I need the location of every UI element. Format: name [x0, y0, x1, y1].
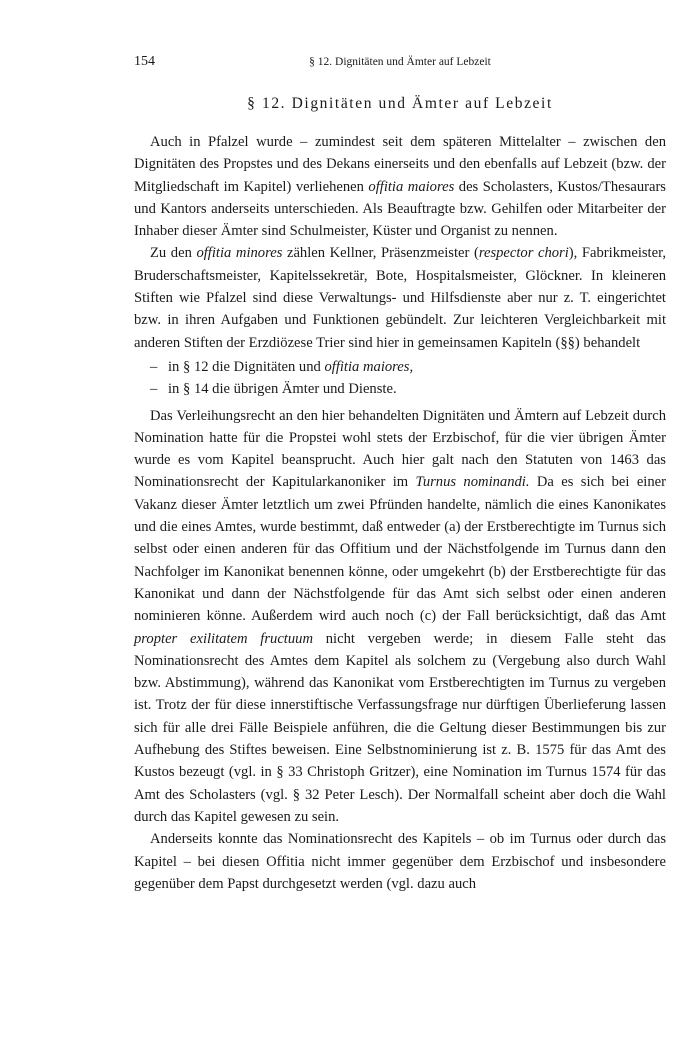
latin-term: propter exilitatem fructuum — [134, 630, 313, 647]
page-number: 154 — [134, 54, 155, 69]
dash-marker: – — [150, 381, 158, 398]
dash-marker: – — [150, 358, 158, 375]
list-item — [134, 356, 666, 378]
section-list — [134, 356, 666, 401]
paragraph-intro — [134, 131, 666, 242]
text-run: Zu den — [150, 245, 197, 262]
document-page — [134, 54, 666, 895]
paragraph-offitia-minores — [134, 242, 666, 353]
latin-term: offitia maiores, — [324, 358, 414, 375]
text-run: des Scholasters, Kustos/Thesaurars und Kantors anderseits unterschieden. Als Beauftragte bzw. Gehilfen oder Mitarbeiter der Inhaber dieser Ämter sind Schulmeister, Küster und Organist zu nennen. — [134, 178, 666, 240]
text-run: in § 14 die übrigen Ämter und Dienste. — [168, 381, 397, 398]
latin-term: respector chori — [478, 245, 569, 262]
latin-term: offitia minores — [196, 245, 283, 262]
latin-term: offitia maiores — [368, 178, 455, 195]
running-title: § 12. Dignitäten und Ämter auf Lebzeit — [309, 56, 491, 68]
latin-term: Turnus nominandi. — [415, 474, 530, 491]
text-run: Da es sich bei einer Vakanz dieser Ämter letztlich um zwei Pfründen handelte, nämlich die eines Kanonikates und die eines Amtes, wurde bestimmt, daß entweder (a) der Erstberechtigte im Turnus sich selbst oder einen anderen für das Offitium und der Nächstfolgende im Turnus dann den Nachfolger im Kanonikat benennen könne, oder umgekehrt (b) der Erstberechtigte für das Kanonikat und dann der Nächstfolgende für das Amt sich selbst oder einen anderen nominieren könne. Außerdem wird auch noch (c) der Fall berücksichtigt, daß das Amt — [134, 474, 666, 625]
paragraph-verleihungsrecht — [134, 405, 666, 829]
list-item — [134, 378, 666, 400]
text-run: Das Verleihungsrecht an den hier behandelten Dignitäten und Ämtern auf Lebzeit durch Nomination hatte für die Propstei wohl stets der Erzbischof, für die vier übrigen Ämter wurde es vom Kapitel beansprucht. Auch hier galt nach den Statuten von 1463 das Nominationsrecht der Kapitularkanoniker im — [134, 407, 666, 491]
running-head — [134, 54, 666, 78]
text-run: in § 12 die Dignitäten und — [168, 358, 325, 375]
text-run: Auch in Pfalzel wurde – zumindest seit dem späteren Mittelalter – zwischen den Dignitäten des Propstes und des Dekans einerseits und den ebenfalls auf Lebzeit (bzw. der Mitgliedschaft im Kapitel) verliehenen — [134, 134, 666, 195]
text-run: ), Fabrikmeister, Bruderschaftsmeister, Kapitelssekretär, Bote, Hospitalsmeister, Glöckner. In kleineren Stiften wie Pfalzel sind diese Verwaltungs- und Hilfsdienste aber nur z. T. eingerichtet bzw. in ihren Aufgaben und Funktionen gebündelt. Zur leichteren Vergleichbarkeit mit anderen Stiften der Erzdiözese Trier sind hier in gemeinsamen Kapiteln (§§) behandelt — [134, 245, 667, 351]
text-run: zählen Kellner, Präsenzmeister ( — [282, 245, 479, 262]
paragraph-anderseits: Anderseits konnte das Nominationsrecht des Kapitels – ob im Turnus oder durch das Kapitel – bei diesen Offitia nicht immer gegenüber dem Erzbischof und insbesondere gegenüber dem Papst durchgesetzt werden (vgl. dazu auch — [134, 831, 666, 892]
text-run: nicht vergeben werde; in diesem Falle steht das Nominationsrecht des Amtes dem Kapitel als solchem zu (Vergebung also durch Wahl bzw. Abstimmung), während das Kanonikat vom Erstberechtigten im Turnus zu vergeben ist. Trotz der für diese innerstiftische Verfassungsfrage nur dürftigen Überlieferung lassen sich für alle drei Fälle Beispiele anführen, die die Geltung dieser Bestimmungen bis zur Aufhebung des Stiftes beweisen. Eine Selbstnominierung ist z. B. 1575 für das Amt des Kustos bezeugt (vgl. in § 33 Christoph Gritzer), eine Nomination im Turnus 1574 für das Amt des Scholasters (vgl. § 32 Peter Lesch). Der Normalfall scheint aber doch die Wahl durch das Kapitel gewesen zu sein. — [134, 630, 666, 825]
section-title: § 12. Dignitäten und Ämter auf Lebzeit — [247, 95, 553, 112]
